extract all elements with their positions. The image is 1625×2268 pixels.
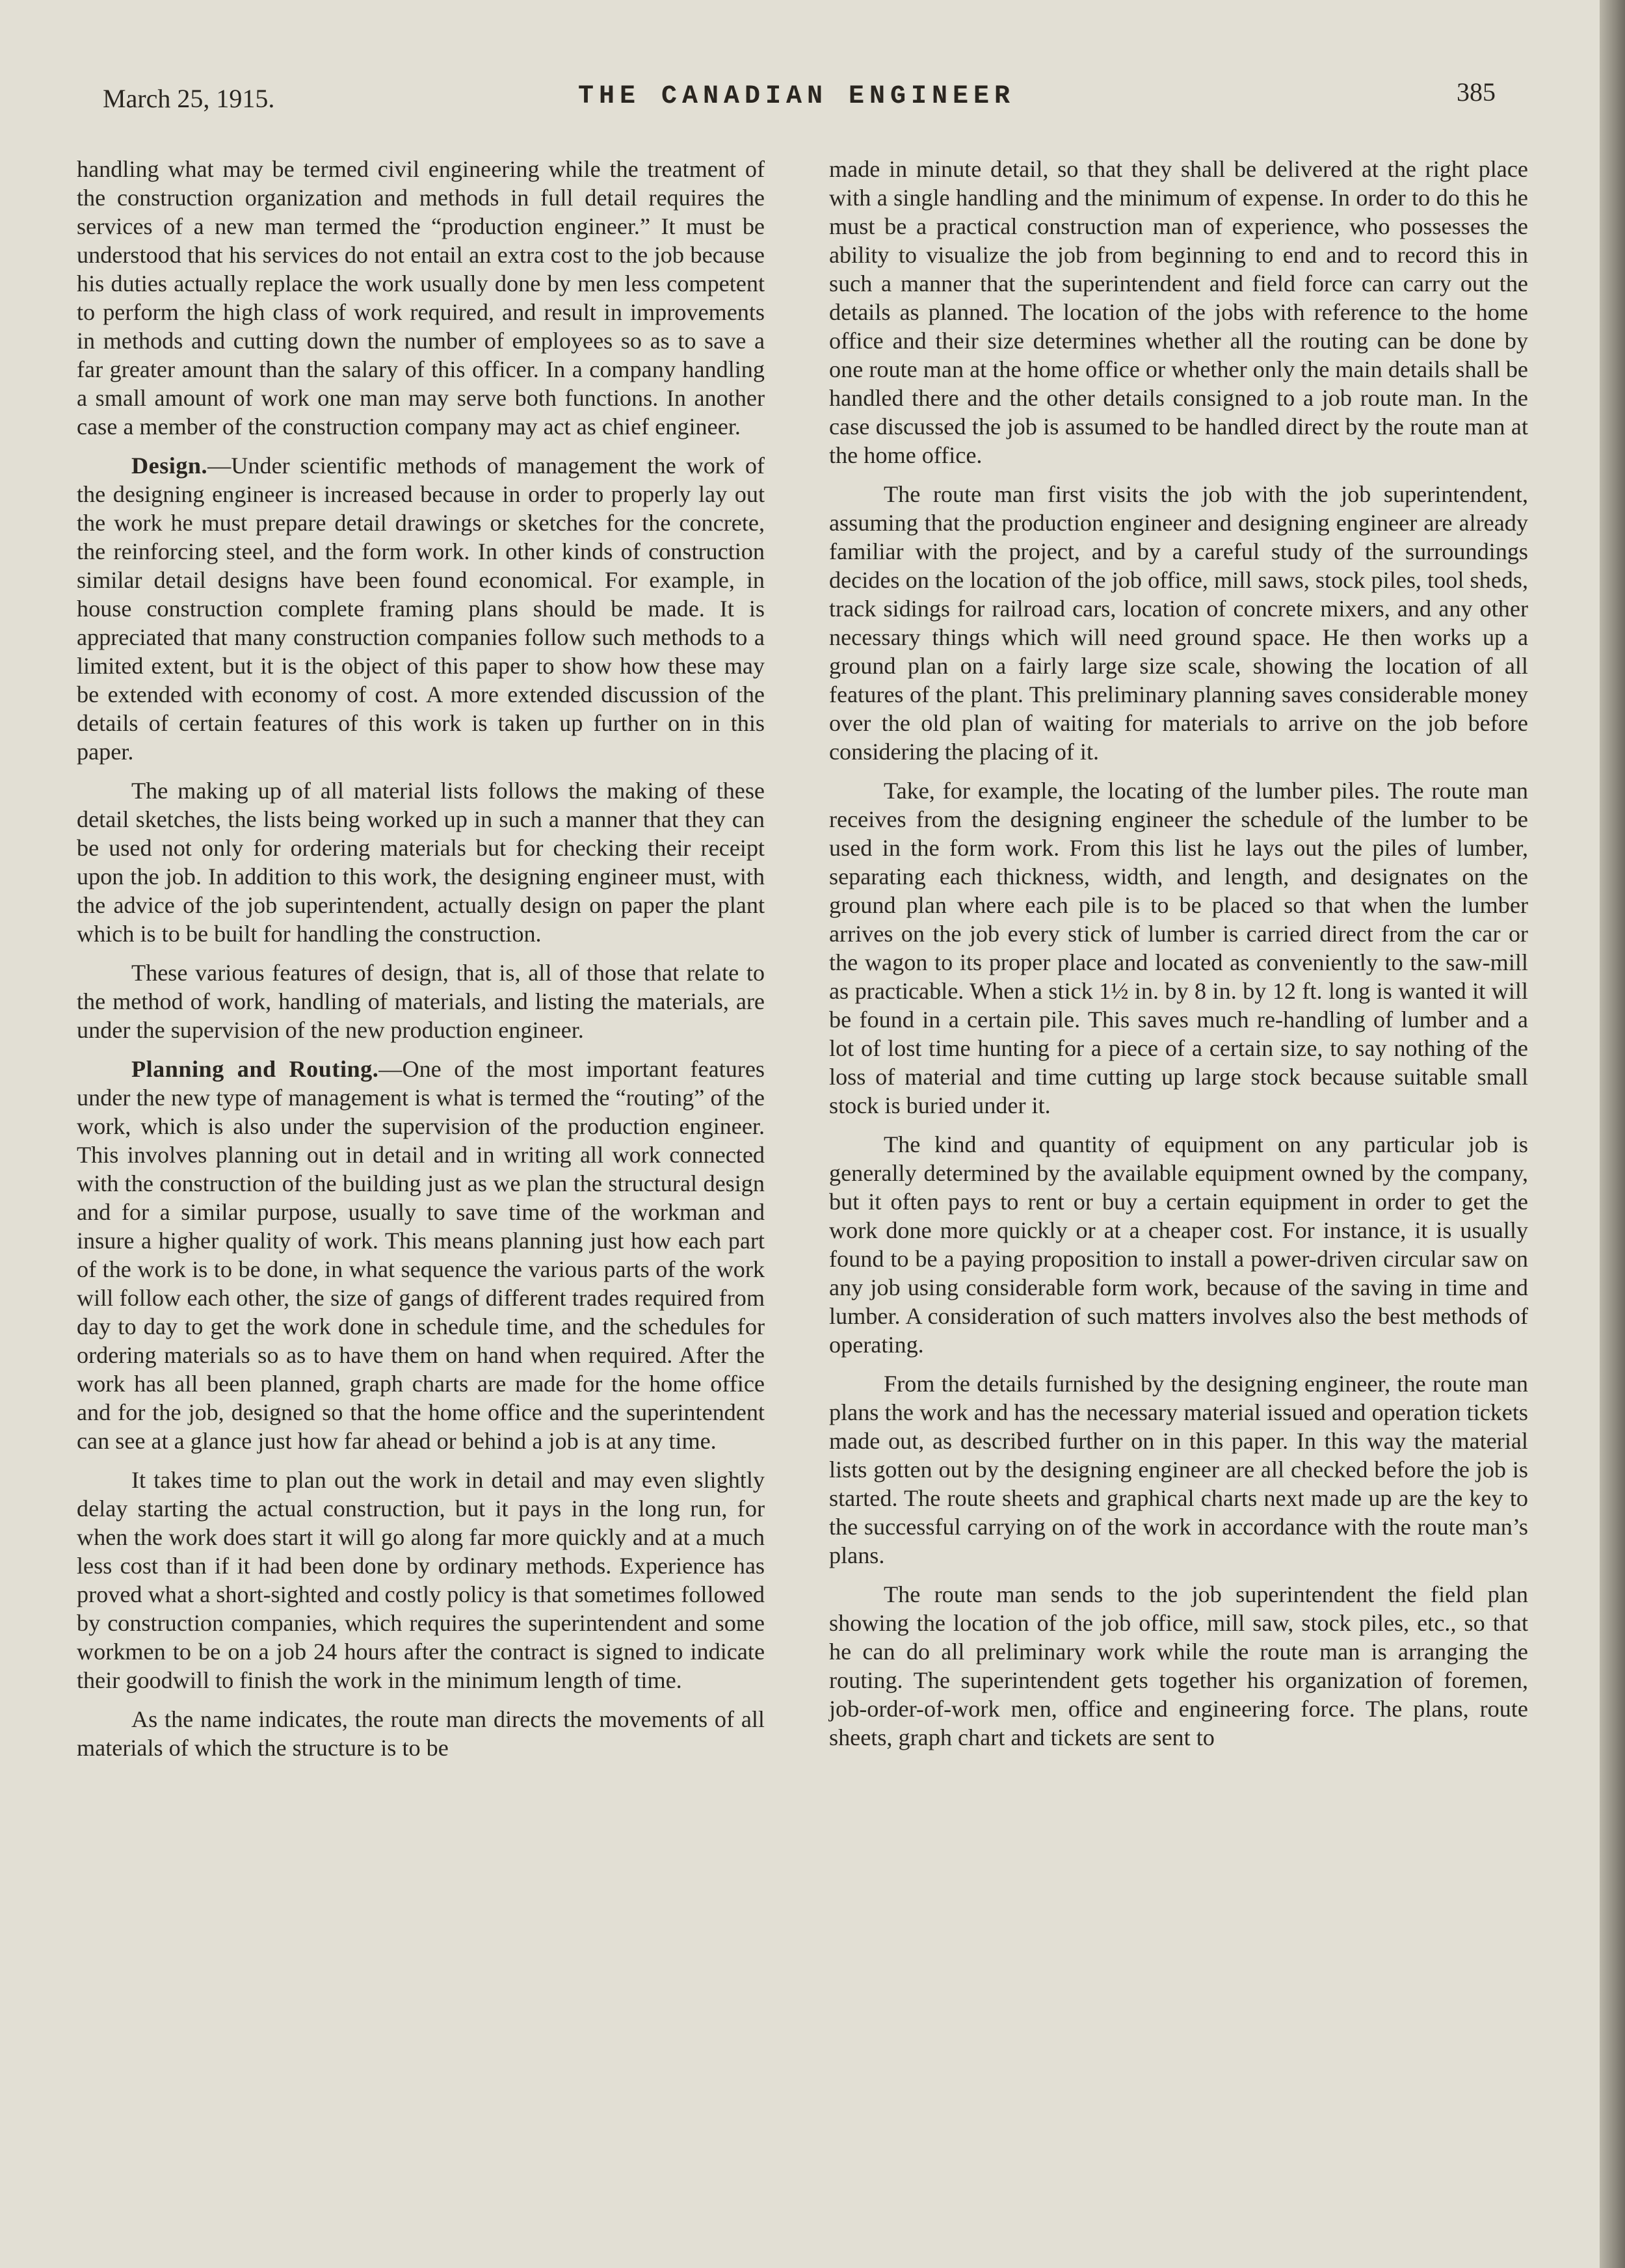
right-column	[829, 155, 1528, 2235]
paragraph-text: —One of the most important features under the new type of management is what is termed the “routing” of the work, which is also under the supervision of the production engineer. This involves planning out in detail and in writing all work connected with the construction of the building just as we plan the structural design and for a similar purpose, usually to save time of the workman and insure a higher quality of work. This means planning just how each part of the work is to be done, in what sequence the various parts of the work will follow each other, the size of gangs of different trades required from day to day to get the work done in schedule time, and the schedules for ordering materials so as to have them on hand when required. After the work has all been planned, graph charts are made for the home office and for the job, designed so that the home office and the superintendent can see at a glance just how far ahead or behind a job is at any time.	[77, 1056, 765, 1454]
issue-date: March 25, 1915.	[103, 84, 275, 113]
paragraph	[829, 1130, 1528, 1359]
paragraph-text: As the name indicates, the route man directs the movements of all materials of which the structure is to be	[77, 1706, 765, 1761]
paragraph-text: From the details furnished by the designing engineer, the route man plans the work and has the necessary material issued and operation tickets made out, as described further on in this paper. In this way the material lists gotten out by the designing engineer are all checked before the job is started. The route sheets and graphical charts next made up are the key to the successful carrying on of the work in accordance with the route man’s plans.	[829, 1371, 1528, 1568]
section-heading: Design.	[131, 453, 208, 479]
paragraph	[829, 155, 1528, 469]
paragraph-text: It takes time to plan out the work in detail and may even slightly delay starting the actual construction, but it pays in the long run, for when the work does start it will go along far more quickly and at a much less cost than if it had been done by ordinary methods. Experience has proved what a short-sighted and costly policy is that sometimes followed by construction companies, which requires the superintendent and some workmen to be on a job 24 hours after the contract is signed to indicate their goodwill to finish the work in the minimum length of time.	[77, 1467, 765, 1693]
paragraph	[829, 776, 1528, 1120]
paragraph	[77, 1466, 765, 1694]
paragraph-text: made in minute detail, so that they shall be delivered at the right place with a single handling and the minimum of expense. In order to do this he must be a practical construction man of experience, who possesses the ability to visualize the job from beginning to end and to record this in such a manner that the superintendent and field force can carry out the details as planned. The location of the jobs with reference to the home office and their size determines whether all the routing can be done by one route man at the home office or whether only the main details shall be handled there and the other details consigned to a job route man. In the case discussed the job is assumed to be handled direct by the route man at the home office.	[829, 156, 1528, 468]
section-heading: Planning and Routing.	[131, 1056, 379, 1082]
paragraph	[77, 776, 765, 948]
running-header	[98, 77, 1496, 122]
page-edge-shadow	[1600, 0, 1625, 2268]
paragraph-text: The route man sends to the job superintendent the field plan showing the location of the job office, mill saw, stock piles, etc., so that he can do all preliminary work while the route man is arranging the routing. The superintendent gets together his organization of foremen, job-order-of-work men, office and engineering force. The plans, route sheets, graph chart and tickets are sent to	[829, 1581, 1528, 1750]
paragraph-text: Take, for example, the locating of the lumber piles. The route man receives from the designing engineer the schedule of the lumber to be used in the form work. From this list he lays out the piles of lumber, separating each thickness, width, and length, and designates on the ground plan where each pile is to be placed so that when the lumber arrives on the job every stick of lumber is carried direct from the car or the wagon to its proper place and located as conveniently to the saw-mill as practicable. When a stick 1½ in. by 8 in. by 12 ft. long is wanted it will be found in a certain pile. This saves much re-handling of lumber and a lot of lost time hunting for a piece of a certain size, to say nothing of the loss of material and time cutting up large stock because suitable small stock is buried under it.	[829, 778, 1528, 1118]
paragraph	[77, 1055, 765, 1455]
paragraph-text: The kind and quantity of equipment on any particular job is generally determined by the available equipment owned by the company, but it often pays to rent or buy a certain equipment in order to get the work done more quickly or at a cheaper cost. For instance, it is usually found to be a paying proposition to install a power-driven circular saw on any job using considerable form work, because of the saving in time and lumber. A consideration of such matters involves also the best methods of operating.	[829, 1131, 1528, 1358]
paragraph-text: The making up of all material lists follows the making of these detail sketches, the lists being worked up in such a manner that they can be used not only for ordering materials but for checking their receipt upon the job. In addition to this work, the designing engineer must, with the advice of the job superintendent, actually design on paper the plant which is to be built for handling the construction.	[77, 778, 765, 947]
paragraph-text: handling what may be termed civil engineering while the treatment of the construction organization and methods in full detail requires the services of a new man termed the “production engineer.” It must be understood that his services do not entail an extra cost to the job because his duties actually replace the work usually done by men less competent to perform the high class of work required, and result in improvements in methods and cutting down the number of employees so as to save a far greater amount than the salary of this officer. In a company handling a small amount of work one man may serve both functions. In another case a member of the construction company may act as chief engineer.	[77, 156, 765, 440]
paragraph	[829, 1369, 1528, 1570]
paragraph	[77, 1705, 765, 1762]
paragraph	[829, 480, 1528, 766]
left-column	[77, 155, 765, 2235]
paragraph	[77, 155, 765, 441]
paragraph	[77, 958, 765, 1044]
paragraph-text: —Under scientific methods of management the work of the designing engineer is increased because in order to properly lay out the work he must prepare detail drawings or sketches for the concrete, the reinforcing steel, and the form work. In other kinds of construction similar detail designs have been found economical. For example, in house construction complete framing plans should be made. It is appreciated that many construction companies follow such methods to a limited extent, but it is the object of this paper to show how these may be extended with economy of cost. A more extended discussion of the details of certain features of this work is taken up further on in this paper.	[77, 453, 765, 765]
paragraph-text: These various features of design, that is, all of those that relate to the method of work, handling of materials, and listing the materials, are under the supervision of the new production engineer.	[77, 960, 765, 1043]
paragraph	[829, 1580, 1528, 1752]
paragraph-text: The route man first visits the job with the job superintendent, assuming that the production engineer and designing engineer are already familiar with the project, and by a careful study of the surroundings decides on the location of the job office, mill saws, stock piles, tool sheds, track sidings for railroad cars, location of concrete mixers, and any other necessary things which will need ground space. He then works up a ground plan on a fairly large size scale, showing the location of all features of the plant. This preliminary planning saves considerable money over the old plan of waiting for materials to arrive on the job before considering the placing of it.	[829, 481, 1528, 765]
paragraph	[77, 451, 765, 766]
journal-title: THE CANADIAN ENGINEER	[577, 82, 1016, 111]
page-number: 385	[1457, 77, 1496, 107]
